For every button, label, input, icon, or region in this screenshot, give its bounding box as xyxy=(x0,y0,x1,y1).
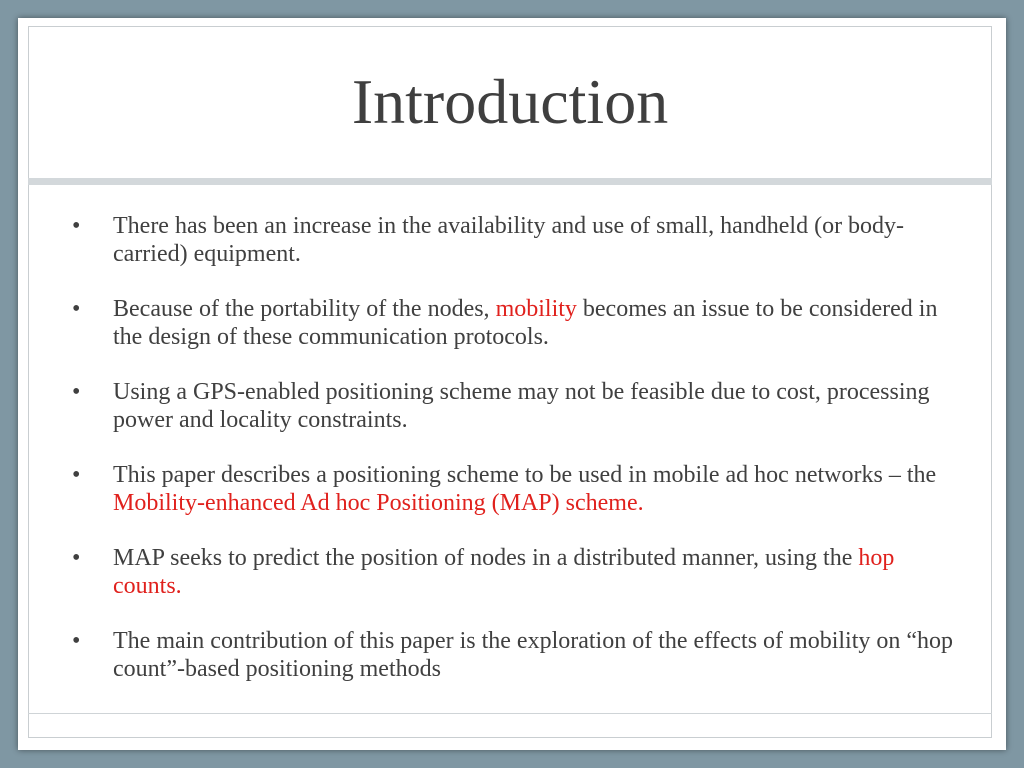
slide xyxy=(18,18,1006,750)
bullet-text: Using a GPS-enabled positioning scheme may not be feasible due to cost, processing power and locality constraints. xyxy=(113,379,930,433)
bullet-text-part: becomes an issue to be considered in the design of these communication protocols. xyxy=(113,296,938,350)
bullet-item-2 xyxy=(72,295,962,351)
slide-title: Introduction xyxy=(351,66,669,137)
highlighted-term: hop counts. xyxy=(113,545,895,599)
highlighted-term: mobility xyxy=(495,296,577,322)
bullet-list xyxy=(72,212,962,710)
bullet-text-part: MAP seeks to predict the position of nodes in a distributed manner, using the xyxy=(113,545,859,571)
title-divider xyxy=(28,178,992,185)
bullet-icon: • xyxy=(72,213,81,239)
title-area xyxy=(28,26,992,178)
highlighted-term: Mobility-enhanced Ad hoc Positioning (MAP) scheme. xyxy=(113,490,644,516)
bullet-text: The main contribution of this paper is the exploration of the effects of mobility on “hop count”-based positioning methods xyxy=(113,628,954,682)
bullet-icon: • xyxy=(72,462,81,488)
bullet-item-4 xyxy=(72,461,962,517)
bullet-text xyxy=(113,544,962,600)
bullet-icon: • xyxy=(72,628,81,654)
bullet-text xyxy=(113,461,962,517)
bullet-icon: • xyxy=(72,296,81,322)
bullet-icon: • xyxy=(72,545,81,571)
bullet-icon: • xyxy=(72,379,81,405)
bullet-item-1 xyxy=(72,212,962,268)
bullet-text xyxy=(113,295,962,351)
bullet-text-part: This paper describes a positioning scheme to be used in mobile ad hoc networks – the xyxy=(113,462,937,488)
bullet-text-part: Because of the portability of the nodes, xyxy=(113,296,496,322)
bullet-item-3 xyxy=(72,378,962,434)
bullet-item-5 xyxy=(72,544,962,600)
bullet-item-6 xyxy=(72,627,962,683)
bullet-text: There has been an increase in the availability and use of small, handheld (or body-carried) equipment. xyxy=(113,213,905,267)
footer-divider xyxy=(28,713,992,714)
